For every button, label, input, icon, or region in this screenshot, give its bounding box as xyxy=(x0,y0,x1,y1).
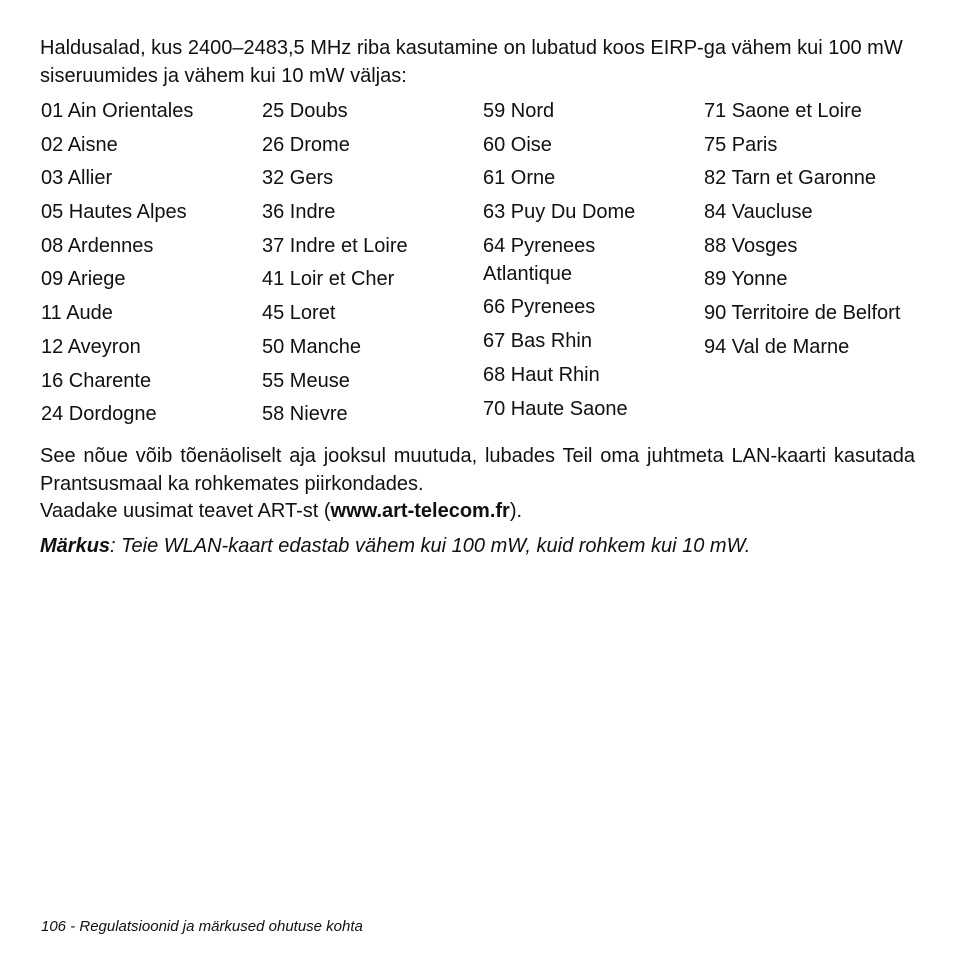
department-item: 25 Doubs xyxy=(262,100,348,122)
department-item: 64 Pyrenees Atlantique xyxy=(483,234,596,285)
department-item: 84 Vaucluse xyxy=(704,201,813,224)
department-item: 90 Territoire de Belfort xyxy=(704,302,901,325)
department-item: 66 Pyrenees xyxy=(483,296,596,319)
department-item: 09 Ariege xyxy=(41,268,126,291)
department-item: 94 Val de Marne xyxy=(704,335,850,358)
department-item: 71 Saone et Loire xyxy=(704,100,862,122)
department-item: 88 Vosges xyxy=(704,234,798,257)
availability-paragraph: See nõue võib tõenäoliselt aja jooksul muutuda, lubades Teil oma juhtmeta LAN-kaarti kasutada Prantsusmaal ka rohkemates piirkondades. xyxy=(40,445,915,495)
department-item: 37 Indre et Loire xyxy=(262,234,408,257)
department-item: 12 Aveyron xyxy=(41,335,141,358)
department-column-4 xyxy=(704,97,919,367)
department-item: 75 Paris xyxy=(704,133,778,156)
department-item: 26 Drome xyxy=(262,133,350,156)
department-item: 02 Aisne xyxy=(41,133,118,156)
department-item: 68 Haut Rhin xyxy=(483,363,600,386)
department-column-1 xyxy=(41,97,256,434)
department-item: 67 Bas Rhin xyxy=(483,330,592,353)
art-telecom-link[interactable]: www.art-telecom.fr xyxy=(330,500,510,522)
intro-paragraph: Haldusalad, kus 2400–2483,5 MHz riba kasutamine on lubatud koos EIRP-ga vähem kui 100 mW siseruumides ja vähem kui 10 mW väljas: xyxy=(40,37,903,87)
page-footer: 106 - Regulatsioonid ja märkused ohutuse kohta xyxy=(41,918,363,935)
department-item: 70 Haute Saone xyxy=(483,397,628,420)
department-item: 32 Gers xyxy=(262,167,334,190)
department-item: 16 Charente xyxy=(41,369,152,392)
department-item: 82 Tarn et Garonne xyxy=(704,167,876,190)
info-paragraph xyxy=(40,498,915,526)
department-item: 01 Ain Orientales xyxy=(41,100,194,122)
info-text-before: Vaadake uusimat teavet ART-st ( xyxy=(40,500,331,522)
department-item: 60 Oise xyxy=(483,133,552,156)
department-item: 03 Allier xyxy=(41,167,113,190)
department-column-2 xyxy=(262,97,477,434)
department-item: 89 Yonne xyxy=(704,268,788,291)
department-item: 55 Meuse xyxy=(262,369,350,392)
department-item: 41 Loir et Cher xyxy=(262,268,395,291)
department-item: 58 Nievre xyxy=(262,403,348,426)
department-item: 45 Loret xyxy=(262,302,336,325)
department-item: 08 Ardennes xyxy=(41,234,154,257)
department-item: 61 Orne xyxy=(483,167,556,190)
department-item: 59 Nord xyxy=(483,100,555,122)
department-column-3 xyxy=(483,97,688,428)
department-item: 24 Dordogne xyxy=(41,403,157,426)
department-item: 05 Hautes Alpes xyxy=(41,201,187,224)
note-text: : Teie WLAN-kaart edastab vähem kui 100 mW, kuid rohkem kui 10 mW. xyxy=(110,535,751,557)
info-text-after: ). xyxy=(509,500,523,522)
note-label: Märkus xyxy=(40,535,111,557)
department-item: 36 Indre xyxy=(262,201,336,224)
department-item: 11 Aude xyxy=(41,302,113,325)
department-item: 63 Puy Du Dome xyxy=(483,201,636,224)
note-paragraph xyxy=(40,532,915,560)
department-item: 50 Manche xyxy=(262,335,361,358)
